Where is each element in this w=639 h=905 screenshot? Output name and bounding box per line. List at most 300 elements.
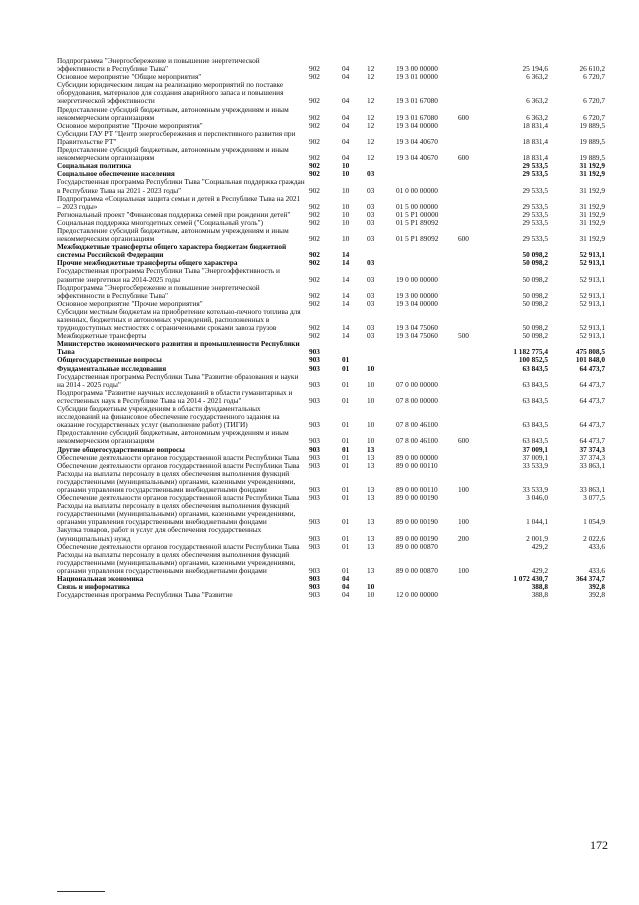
row-vr — [458, 73, 491, 81]
row-name: Подпрограмма "Энергосбережение и повышение энергетической эффективности в Республике Тыва" — [57, 282, 260, 300]
row-amount-year1: 63 843,5 — [522, 420, 548, 430]
row-amount-year2: 31 192,9 — [579, 161, 605, 171]
row-csr — [396, 340, 458, 356]
row-pr: 03 — [367, 169, 375, 179]
row-amount-year1: 388,8 — [531, 590, 548, 600]
row-ved: 903 — [309, 460, 320, 470]
row-name: Связь и информатика — [57, 582, 130, 592]
row-ved: 902 — [309, 136, 320, 146]
row-amount-year1: 63 843,5 — [522, 395, 548, 405]
row-rz: 01 — [342, 452, 350, 462]
row-rz: 01 — [342, 541, 350, 551]
table-row — [57, 429, 605, 445]
row-amount-year1: 6 363,2 — [526, 96, 548, 106]
row-amount-year2: 52 913,1 — [579, 274, 605, 284]
row-name: Подпрограмма "Энергосбережение и повышение энергетической эффективности в Республике Тыва" — [57, 56, 260, 74]
row-ved: 903 — [309, 355, 320, 365]
row-pr: 10 — [367, 420, 375, 430]
row-amount-year1: 429,2 — [531, 565, 548, 575]
row-amount-year2: 3 077,5 — [583, 493, 605, 503]
page-number: 172 — [590, 838, 608, 852]
row-pr: 03 — [367, 290, 375, 300]
row-ved: 903 — [309, 484, 320, 494]
row-pr: 13 — [367, 444, 375, 454]
row-rz: 01 — [342, 565, 350, 575]
row-pr: 03 — [367, 323, 375, 333]
row-amount-year2: 392,8 — [588, 590, 605, 600]
row-rz: 04 — [342, 96, 350, 106]
row-rz: 04 — [342, 582, 350, 592]
row-ved: 902 — [309, 323, 320, 333]
row-rz: 01 — [342, 444, 350, 454]
row-rz: 01 — [342, 363, 350, 373]
row-pr: 12 — [367, 112, 375, 122]
row-vr: 600 — [458, 436, 469, 446]
row-amount-year2: 52 913,1 — [579, 290, 605, 300]
row-rz: 10 — [342, 169, 350, 179]
row-amount-year1: 29 533,5 — [522, 217, 548, 227]
row-name: Предоставление субсидий бюджетным, автономным учреждениям и иным некоммерческим организациям — [57, 104, 289, 122]
row-name: Предоставление субсидий бюджетным, автономным учреждениям и иным некоммерческим организациям — [57, 225, 289, 244]
row-amount-year2: 52 913,1 — [579, 323, 605, 333]
row-vr — [458, 259, 491, 267]
row-ved: 903 — [309, 517, 320, 527]
row-csr — [396, 170, 458, 178]
row-rz: 14 — [342, 298, 350, 308]
row-pr: 13 — [367, 484, 375, 494]
row-name: Обеспечение деятельности органов государственной власти Республики Тыва — [57, 452, 300, 462]
row-amount-year1: 50 098,2 — [522, 274, 548, 284]
row-amount-year1: 25 194,6 — [522, 64, 548, 74]
table-row — [57, 373, 605, 389]
row-rz: 14 — [342, 250, 350, 260]
row-amount-year1: 50 098,2 — [522, 250, 548, 260]
row-vr — [458, 122, 491, 130]
row-amount-year2: 52 913,1 — [579, 298, 605, 308]
row-amount-year1: 6 363,2 — [526, 112, 548, 122]
row-name: Фундаментальные исследования — [57, 363, 167, 373]
row-csr: 01 5 P1 89092 — [396, 234, 439, 244]
row-amount-year1: 18 831,4 — [522, 136, 548, 146]
row-name: Подпрограмма «Социальная защита семьи и детей в Республике Тыва на 2021 – 2023 годы» — [57, 193, 301, 211]
row-rz: 10 — [342, 217, 350, 227]
row-ved: 903 — [309, 493, 320, 503]
row-csr: 01 5 00 00000 — [396, 201, 438, 211]
row-rz: 01 — [342, 420, 350, 430]
row-amount-year2: 31 192,9 — [579, 234, 605, 244]
row-name: Закупка товаров, работ и услуг для обеспечения государственных (муниципальных) нужд — [57, 525, 262, 543]
row-name: Прочие межбюджетные трансферты общего характера — [57, 258, 238, 268]
row-rz: 14 — [342, 274, 350, 284]
row-name: Подпрограмма "Развитие научных исследований в области гуманитарных и естественных наук в Республике Тыва на 2014 - 2021 годы" — [57, 387, 293, 405]
row-csr: 89 0 00 00190 — [396, 493, 438, 503]
row-vr — [458, 373, 491, 389]
table-row — [57, 502, 605, 526]
row-csr — [396, 243, 458, 259]
row-vr: 100 — [458, 565, 469, 575]
row-ved: 902 — [309, 64, 320, 74]
row-pr: 03 — [367, 201, 375, 211]
row-csr: 01 5 P1 89092 — [396, 217, 439, 227]
row-amount-year1: 29 533,5 — [522, 161, 548, 171]
row-pr: 13 — [367, 565, 375, 575]
row-vr: 600 — [458, 153, 469, 163]
table-row — [57, 146, 605, 162]
row-rz: 04 — [342, 153, 350, 163]
row-ved: 902 — [309, 185, 320, 195]
row-ved: 903 — [309, 347, 320, 357]
row-rz: 04 — [342, 136, 350, 146]
row-amount-year1: 2 001,9 — [526, 533, 548, 543]
row-pr: 10 — [367, 436, 375, 446]
row-amount-year2: 433,6 — [588, 541, 605, 551]
row-rz: 14 — [342, 323, 350, 333]
row-ved: 903 — [309, 363, 320, 373]
row-ved: 902 — [309, 161, 320, 171]
row-ved: 902 — [309, 217, 320, 227]
row-vr — [458, 162, 491, 170]
table-row — [57, 526, 605, 542]
row-amount-year2: 433,6 — [588, 565, 605, 575]
row-ved: 902 — [309, 153, 320, 163]
row-vr — [458, 81, 491, 105]
row-amount-year1: 1 044,1 — [526, 517, 548, 527]
row-name: Социальная политика — [57, 161, 132, 171]
row-amount-year1: 37 009,1 — [522, 452, 548, 462]
row-vr — [458, 57, 491, 73]
row-ved: 903 — [309, 582, 320, 592]
row-vr — [458, 494, 491, 502]
row-pr: 03 — [367, 185, 375, 195]
row-name: Расходы на выплаты персоналу в целях обеспечения выполнения функций государственными (муниципальными) органами, казенными учреждениями, органами управления государственными внебюджетными фондами — [57, 549, 296, 575]
row-name: Межбюджетные трансферты — [57, 331, 147, 341]
row-amount-year2: 64 473,7 — [579, 420, 605, 430]
row-ved: 903 — [309, 444, 320, 454]
row-rz: 04 — [342, 590, 350, 600]
row-amount-year1: 3 046,0 — [526, 493, 548, 503]
row-vr — [458, 543, 491, 551]
row-csr: 19 3 04 00000 — [396, 298, 438, 308]
row-rz: 01 — [342, 493, 350, 503]
row-name: Региональный проект "Финансовая поддержка семей при рождении детей" — [57, 209, 291, 219]
row-name: Расходы на выплаты персоналу в целях обеспечения выполнения функций государственными (муниципальными) органами, казенными учреждениями, органами управления государственными внебюджетными фондами — [57, 501, 296, 527]
row-amount-year2: 64 473,7 — [579, 379, 605, 389]
row-amount-year2: 31 192,9 — [579, 209, 605, 219]
row-amount-year2: 64 473,7 — [579, 395, 605, 405]
row-pr: 03 — [367, 217, 375, 227]
row-csr: 19 3 00 00000 — [396, 64, 438, 74]
row-ved: 902 — [309, 201, 320, 211]
row-amount-year1: 100 852,5 — [518, 355, 548, 365]
row-amount-year1: 63 843,5 — [522, 379, 548, 389]
row-csr: 19 3 04 40670 — [396, 153, 438, 163]
row-pr — [367, 243, 396, 259]
row-rz: 04 — [342, 574, 350, 583]
row-vr — [458, 405, 491, 429]
row-ved: 902 — [309, 258, 320, 268]
row-csr — [396, 365, 458, 373]
row-amount-year1: 29 533,5 — [522, 201, 548, 211]
row-ved: 902 — [309, 298, 320, 308]
row-amount-year1: 33 533,9 — [522, 460, 548, 470]
row-csr: 89 0 00 00000 — [396, 452, 438, 462]
row-name: Предоставление субсидий бюджетным, автономным учреждениям и иным некоммерческим организациям — [57, 428, 289, 446]
row-csr: 19 3 01 67080 — [396, 96, 438, 106]
row-pr: 13 — [367, 493, 375, 503]
row-rz: 04 — [342, 72, 350, 82]
row-csr: 07 8 00 46100 — [396, 420, 438, 430]
row-csr: 19 3 04 75060 — [396, 331, 438, 341]
row-pr: 03 — [367, 274, 375, 284]
table-row — [57, 267, 605, 283]
row-amount-year2: 19 889,5 — [579, 120, 605, 130]
row-amount-year2: 392,8 — [588, 582, 605, 592]
row-vr — [458, 243, 491, 259]
budget-table — [57, 57, 605, 599]
row-name: Субсидии юридическим лицам на реализацию мероприятий по поставке оборудования, материалов для создания аварийного запаса и повышения энергетической эффективности — [57, 80, 284, 106]
row-name: Обеспечение деятельности органов государственной власти Республики Тыва — [57, 493, 300, 503]
row-amount-year2: 31 192,9 — [579, 217, 605, 227]
table-row — [57, 284, 605, 300]
row-amount-year2: 26 610,2 — [579, 64, 605, 74]
row-ved: 902 — [309, 209, 320, 219]
row-name: Министерство экономического развития и промышленности Республики Тыва — [57, 339, 300, 357]
row-name: Субсидии ГАУ РТ "Центр энергосбережения и перспективного развития при Правительстве РТ" — [57, 128, 296, 146]
table-row — [57, 106, 605, 122]
row-amount-year2: 52 913,1 — [579, 331, 605, 341]
table-row — [57, 130, 605, 146]
row-vr — [458, 365, 491, 373]
row-vr — [458, 300, 491, 308]
row-vr — [458, 284, 491, 300]
row-ved: 903 — [309, 565, 320, 575]
row-pr: 03 — [367, 209, 375, 219]
row-csr: 07 8 00 46100 — [396, 436, 438, 446]
row-ved: 902 — [309, 72, 320, 82]
row-amount-year1: 18 831,4 — [522, 153, 548, 163]
row-ved: 903 — [309, 379, 320, 389]
row-csr: 19 3 04 75060 — [396, 323, 438, 333]
row-vr — [458, 219, 491, 227]
row-amount-year2: 37 374,3 — [579, 444, 605, 454]
row-pr: 03 — [367, 258, 375, 268]
row-amount-year1: 388,8 — [531, 582, 548, 592]
row-name: Обеспечение деятельности органов государственной власти Республики Тыва — [57, 541, 300, 551]
row-name: Государственная программа Республики Тыва "Социальная поддержка граждан в Республике Тыва на 2021 - 2023 годы" — [57, 177, 305, 195]
row-amount-year2: 33 863,1 — [579, 484, 605, 494]
row-ved: 903 — [309, 590, 320, 600]
row-vr — [458, 583, 491, 591]
row-amount-year1: 63 843,5 — [522, 363, 548, 373]
row-amount-year1: 29 533,5 — [522, 209, 548, 219]
row-pr: 03 — [367, 331, 375, 341]
row-ved: 902 — [309, 112, 320, 122]
row-ved: 902 — [309, 274, 320, 284]
budget-table-body — [57, 57, 605, 599]
row-name: Государственная программа Республики Тыва "Энергоэффективность и развитие энергетики на 2014-2025 годы — [57, 266, 280, 284]
row-pr: 12 — [367, 64, 375, 74]
row-amount-year1: 1 182 775,4 — [513, 347, 548, 357]
row-csr: 89 0 00 00870 — [396, 565, 438, 575]
table-row — [57, 195, 605, 211]
row-pr: 10 — [367, 363, 375, 373]
row-amount-year1: 1 072 430,7 — [513, 574, 548, 583]
row-vr — [458, 170, 491, 178]
row-vr: 500 — [458, 331, 469, 341]
row-csr: 19 3 04 00000 — [396, 120, 438, 130]
row-amount-year1: 50 098,2 — [522, 331, 548, 341]
row-amount-year2: 101 848,0 — [575, 355, 605, 365]
row-ved: 903 — [309, 436, 320, 446]
row-amount-year2: 6 720,7 — [583, 112, 605, 122]
row-vr: 600 — [458, 112, 469, 122]
row-ved: 903 — [309, 533, 320, 543]
row-ved: 902 — [309, 250, 320, 260]
row-name: Обеспечение деятельности органов государственной власти Республики Тыва — [57, 460, 300, 470]
row-amount-year2: 31 192,9 — [579, 185, 605, 195]
row-amount-year2: 19 889,5 — [579, 153, 605, 163]
row-amount-year1: 29 533,5 — [522, 234, 548, 244]
row-ved: 902 — [309, 290, 320, 300]
table-row — [57, 551, 605, 575]
row-csr: 19 3 01 00000 — [396, 72, 438, 82]
row-amount-year1: 63 843,5 — [522, 436, 548, 446]
row-amount-year1: 6 363,2 — [526, 72, 548, 82]
row-amount-year2: 52 913,1 — [579, 250, 605, 260]
row-name: Другие общегосударственные вопросы — [57, 444, 185, 454]
row-rz: 01 — [342, 355, 350, 365]
row-rz: 04 — [342, 64, 350, 74]
row-name: Основное мероприятие "Прочие мероприятия" — [57, 120, 203, 130]
row-name: Социальное обеспечение населения — [57, 169, 175, 179]
row-pr: 10 — [367, 379, 375, 389]
row-csr: 89 0 00 00190 — [396, 533, 438, 543]
row-vr: 200 — [458, 533, 469, 543]
row-vr — [458, 454, 491, 462]
row-name: Социальная поддержка многодетных семей ("Социальный уголь") — [57, 217, 264, 227]
row-ved: 903 — [309, 452, 320, 462]
row-csr — [396, 575, 458, 583]
row-rz: 01 — [342, 484, 350, 494]
row-csr: 01 5 P1 00000 — [396, 209, 439, 219]
row-vr — [458, 308, 491, 332]
row-ved: 902 — [309, 234, 320, 244]
row-rz: 01 — [342, 460, 350, 470]
table-row — [57, 389, 605, 405]
row-amount-year2: 37 374,3 — [579, 452, 605, 462]
row-rz: 01 — [342, 533, 350, 543]
table-row — [57, 57, 605, 73]
row-rz: 14 — [342, 258, 350, 268]
row-vr — [458, 462, 491, 470]
table-row — [57, 575, 605, 583]
row-vr — [458, 130, 491, 146]
row-rz: 04 — [342, 112, 350, 122]
row-amount-year2: 2 022,6 — [583, 533, 605, 543]
row-amount-year2: 33 863,1 — [579, 460, 605, 470]
row-ved: 902 — [309, 169, 320, 179]
row-ved: 903 — [309, 574, 320, 583]
row-amount-year1: 50 098,2 — [522, 323, 548, 333]
row-name: Расходы на выплаты персоналу в целях обеспечения выполнения функций государственными (муниципальными) органами, казенными учреждениями, органами управления государственными внебюджетными фондами — [57, 468, 296, 494]
row-rz: 01 — [342, 436, 350, 446]
table-row — [57, 227, 605, 243]
row-csr: 89 0 00 00110 — [396, 484, 438, 494]
row-name: Государственная программа Республики Тыва "Развитие — [57, 590, 233, 600]
row-amount-year1: 37 009,1 — [522, 444, 548, 454]
row-amount-year2: 19 889,5 — [579, 136, 605, 146]
row-vr — [458, 340, 491, 356]
row-csr: 07 0 00 00000 — [396, 379, 438, 389]
row-csr — [396, 356, 458, 364]
row-csr: 12 0 00 00000 — [396, 590, 438, 600]
row-pr — [367, 340, 396, 356]
row-pr: 10 — [367, 590, 375, 600]
row-csr: 19 3 01 67080 — [396, 112, 438, 122]
row-pr: 13 — [367, 541, 375, 551]
row-vr — [458, 211, 491, 219]
row-ved: 902 — [309, 96, 320, 106]
row-amount-year2: 364 374,7 — [575, 574, 605, 583]
row-name: Предоставление субсидий бюджетным, автономным учреждениям и иным некоммерческим организациям — [57, 145, 289, 163]
row-csr — [396, 259, 458, 267]
row-amount-year1: 50 098,2 — [522, 298, 548, 308]
table-row — [57, 340, 605, 356]
row-pr: 13 — [367, 452, 375, 462]
row-pr: 10 — [367, 582, 375, 592]
row-amount-year1: 29 533,5 — [522, 169, 548, 179]
row-amount-year2: 64 473,7 — [579, 363, 605, 373]
row-vr — [458, 389, 491, 405]
row-pr: 03 — [367, 234, 375, 244]
row-vr — [458, 267, 491, 283]
row-vr — [458, 195, 491, 211]
row-pr: 03 — [367, 298, 375, 308]
row-csr: 19 3 04 40670 — [396, 136, 438, 146]
row-rz: 01 — [342, 517, 350, 527]
row-name: Национальная экономика — [57, 574, 144, 583]
row-rz: 10 — [342, 234, 350, 244]
table-row — [57, 243, 605, 259]
row-name: Субсидии бюджетным учреждениям в области фундаментальных исследований на финансовое обеспечение государственного задания на оказание государственных услуг (выполнение работ) (ТИГИ) — [57, 404, 280, 430]
row-amount-year2: 1 054,9 — [583, 517, 605, 527]
row-vr — [458, 356, 491, 364]
row-pr: 10 — [367, 395, 375, 405]
row-amount-year2: 64 473,7 — [579, 436, 605, 446]
row-vr: 100 — [458, 517, 469, 527]
table-row — [57, 470, 605, 494]
row-vr: 100 — [458, 484, 469, 494]
row-name: Общегосударственные вопросы — [57, 355, 162, 365]
row-ved: 903 — [309, 395, 320, 405]
row-vr — [458, 575, 491, 583]
row-name: Государственная программа Республики Тыва "Развитие образования и науки на 2014 - 2025 годы" — [57, 371, 299, 389]
row-name: Межбюджетные трансферты общего характера бюджетам бюджетной системы Российской Федерации — [57, 242, 287, 260]
row-amount-year1: 429,2 — [531, 541, 548, 551]
table-row — [57, 591, 605, 599]
row-amount-year2: 31 192,9 — [579, 201, 605, 211]
row-pr: 12 — [367, 72, 375, 82]
row-pr: 12 — [367, 96, 375, 106]
row-rz: 10 — [342, 185, 350, 195]
row-rz: 10 — [342, 209, 350, 219]
footnote-divider — [57, 891, 105, 892]
row-amount-year2: 6 720,7 — [583, 72, 605, 82]
row-csr: 89 0 00 00110 — [396, 460, 438, 470]
row-rz: 10 — [342, 201, 350, 211]
row-amount-year1: 50 098,2 — [522, 290, 548, 300]
row-pr: 12 — [367, 120, 375, 130]
